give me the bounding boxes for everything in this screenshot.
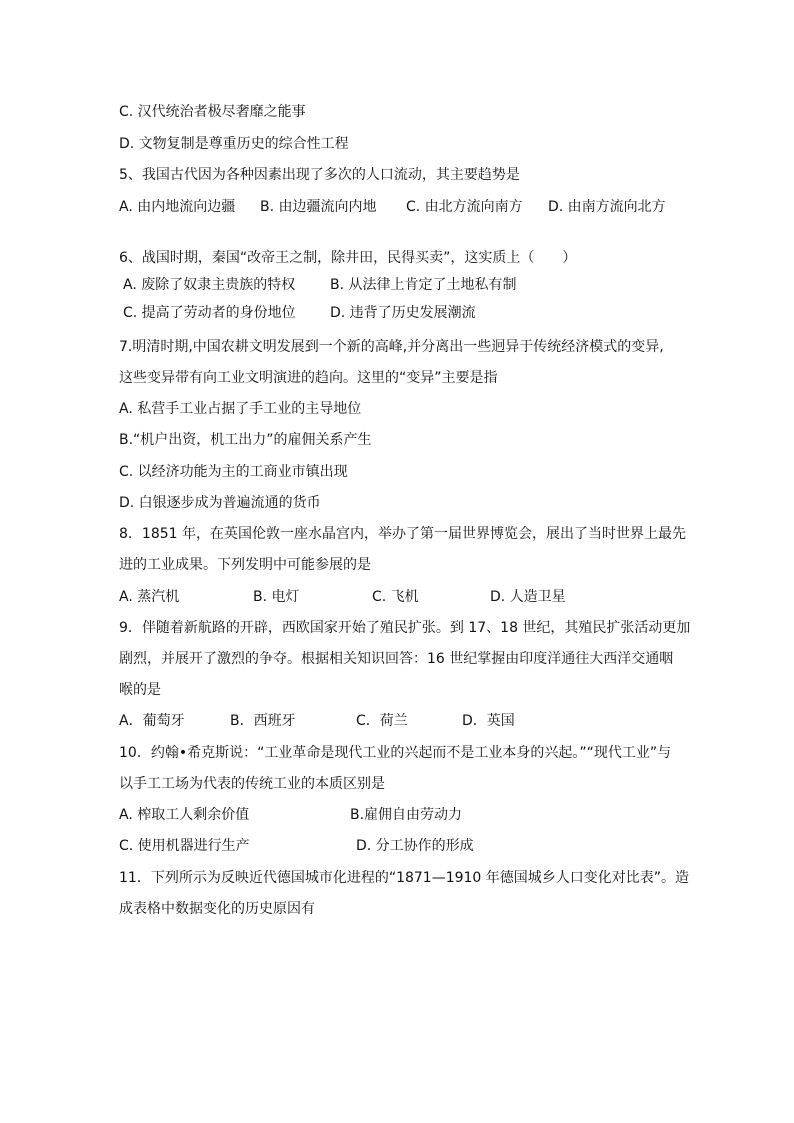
- q9-stem-line1: 9．伴随着新航路的开辟，西欧国家开始了殖民扩张。到 17、18 世纪，其殖民扩张活动更加: [119, 620, 691, 636]
- q10-option-b: B.雇佣自由劳动力: [350, 807, 463, 823]
- q5-option-a: A. 由内地流向边疆: [119, 199, 236, 215]
- q8-option-d: D. 人造卫星: [490, 589, 566, 605]
- q8-stem-line1: 8．1851 年，在英国伦敦一座水晶宫内，举办了第一届世界博览会，展出了当时世界上最先: [119, 526, 686, 542]
- q7-option-c: C. 以经济功能为主的工商业市镇出现: [119, 464, 348, 480]
- q8-option-a: A. 蒸汽机: [119, 589, 180, 605]
- q5-option-d: D. 由南方流向北方: [548, 199, 666, 215]
- q7-option-b: B.“机户出资，机工出力”的雇佣关系产生: [119, 432, 372, 448]
- q8-option-c: C. 飞机: [372, 589, 419, 605]
- q10-option-d: D. 分工协作的形成: [356, 838, 474, 854]
- q5-option-b: B. 由边疆流向内地: [260, 199, 377, 215]
- q7-stem-line2: 这些变异带有向工业文明演进的趋向。这里的“变异”主要是指: [119, 370, 498, 386]
- q4-option-d: D. 文物复制是尊重历史的综合性工程: [119, 136, 349, 152]
- q5-stem: 5、我国古代因为各种因素出现了多次的人口流动，其主要趋势是: [119, 167, 520, 183]
- q5-option-c: C. 由北方流向南方: [406, 199, 523, 215]
- q10-stem-line2: 以手工工场为代表的传统工业的本质区别是: [119, 776, 385, 792]
- q9-option-d: D．英国: [462, 713, 515, 729]
- q7-stem-line1: 7.明清时期,中国农耕文明发展到一个新的高峰,并分离出一些迥异于传统经济模式的变异,: [119, 339, 664, 355]
- q6-option-b: B. 从法律上肯定了土地私有制: [330, 277, 517, 293]
- q10-option-a: A. 榨取工人剩余价值: [119, 807, 250, 823]
- q11-stem-line1: 11．下列所示为反映近代德国城市化进程的“1871—1910 年德国城乡人口变化对比表”。造: [119, 870, 690, 886]
- q9-option-c: C．荷兰: [356, 713, 408, 729]
- q8-option-b: B. 电灯: [253, 589, 300, 605]
- q9-option-a: A．葡萄牙: [119, 713, 185, 729]
- q6-option-c: C. 提高了劳动者的身份地位: [123, 305, 296, 321]
- q9-stem-line3: 喉的是: [119, 682, 161, 698]
- q9-stem-line2: 剧烈，并展开了激烈的争夺。根据相关知识回答：16 世纪掌握由印度洋通往大西洋交通咽: [119, 651, 674, 667]
- q7-option-a: A. 私营手工业占据了手工业的主导地位: [119, 401, 362, 417]
- q11-stem-line2: 成表格中数据变化的历史原因有: [119, 901, 315, 917]
- q6-option-a: A. 废除了奴隶主贵族的特权: [123, 277, 296, 293]
- q8-stem-line2: 进的工业成果。下列发明中可能参展的是: [119, 557, 371, 573]
- q6-stem: 6、战国时期，秦国“改帝王之制，除井田，民得买卖”，这实质上（ ）: [119, 250, 577, 266]
- q9-option-b: B．西班牙: [230, 713, 296, 729]
- q10-option-c: C. 使用机器进行生产: [119, 838, 250, 854]
- q6-option-d: D. 违背了历史发展潮流: [330, 305, 476, 321]
- q4-option-c: C. 汉代统治者极尽奢靡之能事: [119, 104, 306, 120]
- q7-option-d: D. 白银逐步成为普遍流通的货币: [119, 495, 321, 511]
- q10-stem-line1: 10．约翰•希克斯说：“工业革命是现代工业的兴起而不是工业本身的兴起。”“现代工业”与: [119, 745, 672, 761]
